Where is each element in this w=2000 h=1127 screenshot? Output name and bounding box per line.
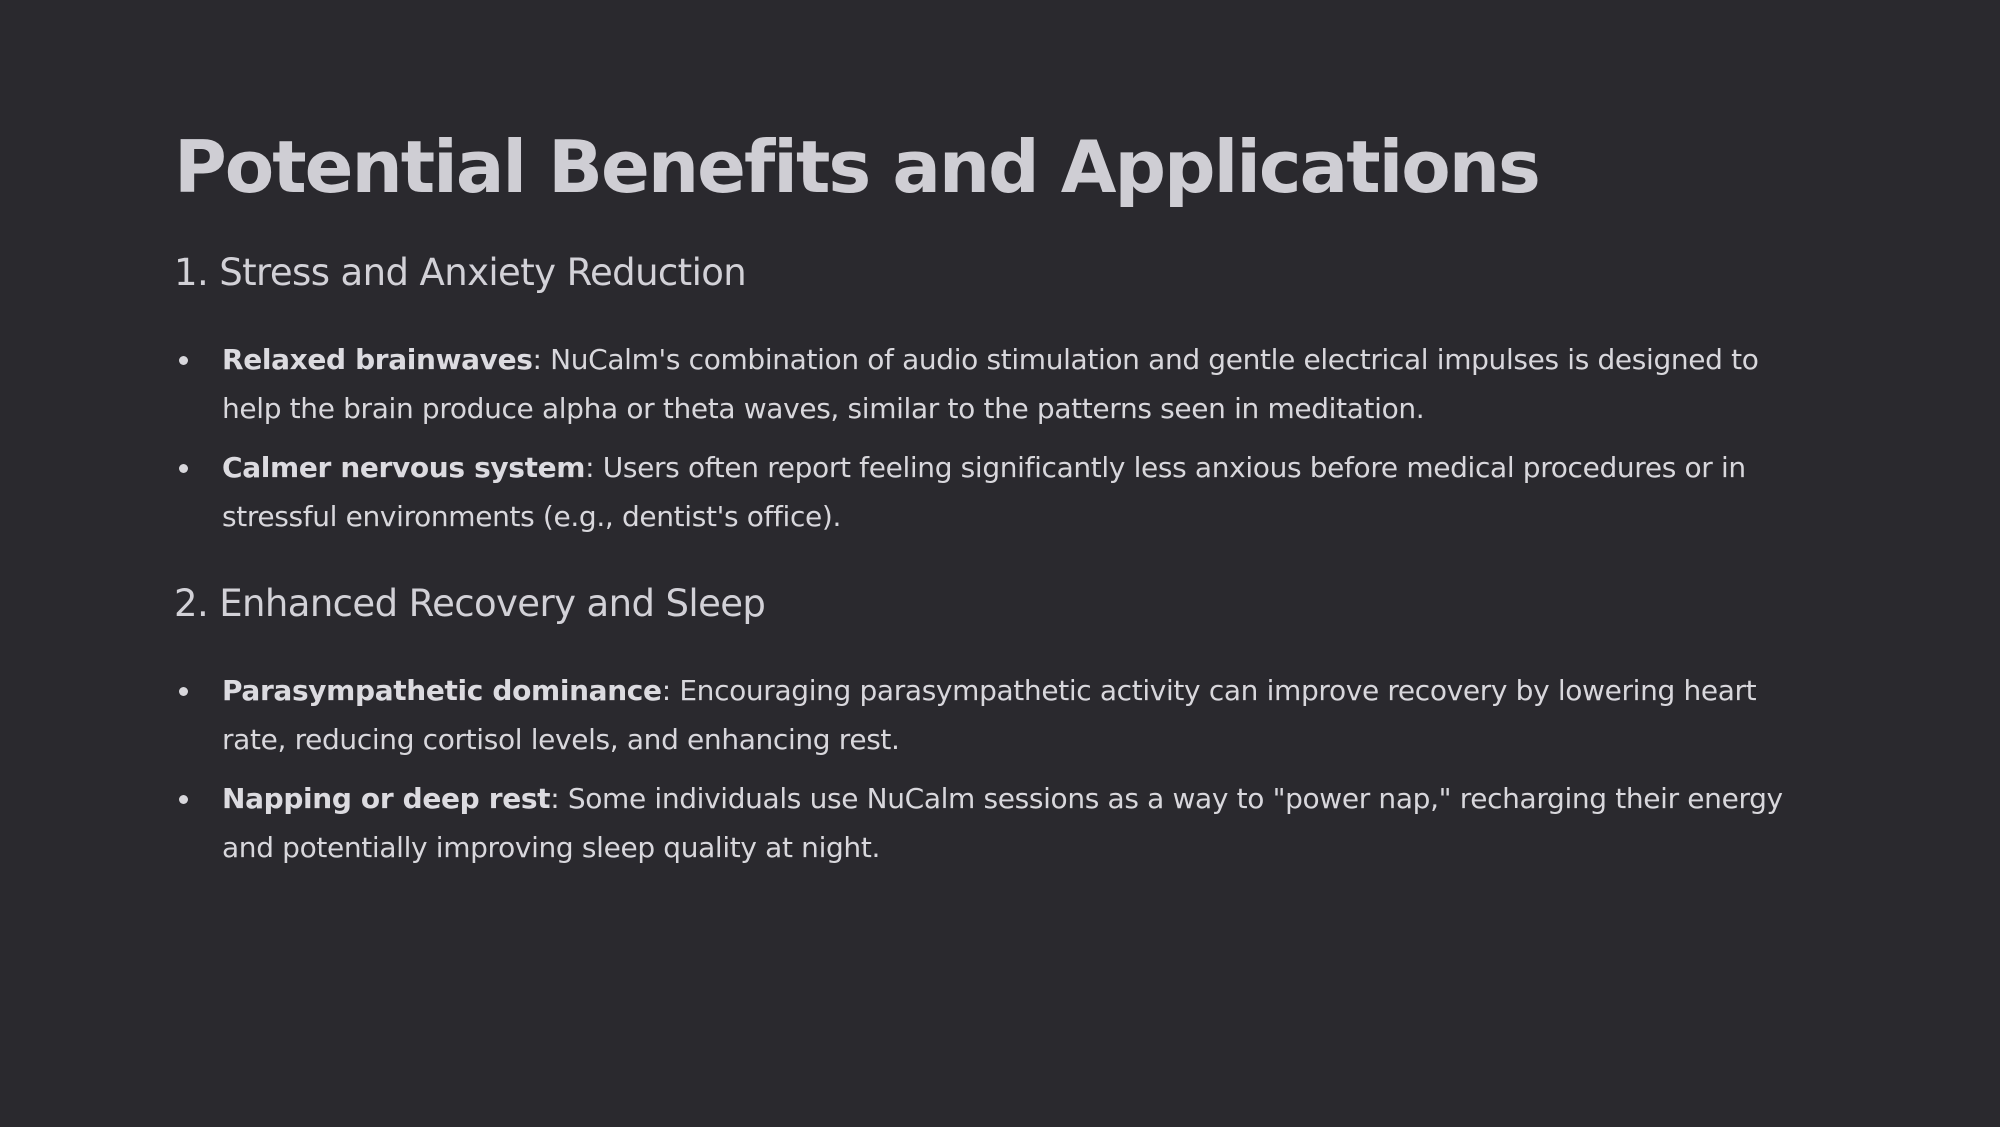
bullet-list	[174, 336, 1826, 541]
bullet-term: Parasympathetic dominance	[222, 674, 662, 707]
bullet-list	[174, 667, 1826, 872]
page-title: Potential Benefits and Applications	[174, 125, 1539, 209]
section-stress-anxiety	[174, 248, 1826, 541]
bullet-text: : Some individuals use NuCalm sessions as a way to "power nap," recharging their energy and potentially improving sleep quality at night.	[222, 782, 1783, 864]
bullet-icon	[179, 687, 188, 696]
bullet-icon	[179, 464, 188, 473]
bullet-term: Calmer nervous system	[222, 451, 586, 484]
section-heading: 1. Stress and Anxiety Reduction	[174, 251, 747, 294]
section-recovery-sleep	[174, 579, 1826, 872]
bullet-icon	[179, 795, 188, 804]
list-item	[174, 444, 1826, 541]
bullet-term: Relaxed brainwaves	[222, 343, 533, 376]
bullet-term: Napping or deep rest	[222, 782, 551, 815]
bullet-text: : NuCalm's combination of audio stimulation and gentle electrical impulses is designed to help the brain produce alpha or theta waves, similar to the patterns seen in meditation.	[222, 343, 1759, 425]
list-item	[174, 667, 1826, 764]
list-item	[174, 775, 1826, 872]
list-item	[174, 336, 1826, 433]
bullet-text: : Encouraging parasympathetic activity can improve recovery by lowering heart rate, reducing cortisol levels, and enhancing rest.	[222, 674, 1757, 756]
bullet-icon	[179, 356, 188, 365]
section-heading: 2. Enhanced Recovery and Sleep	[174, 582, 766, 625]
bullet-text: : Users often report feeling significantly less anxious before medical procedures or in stressful environments (e.g., dentist's office).	[222, 451, 1746, 533]
